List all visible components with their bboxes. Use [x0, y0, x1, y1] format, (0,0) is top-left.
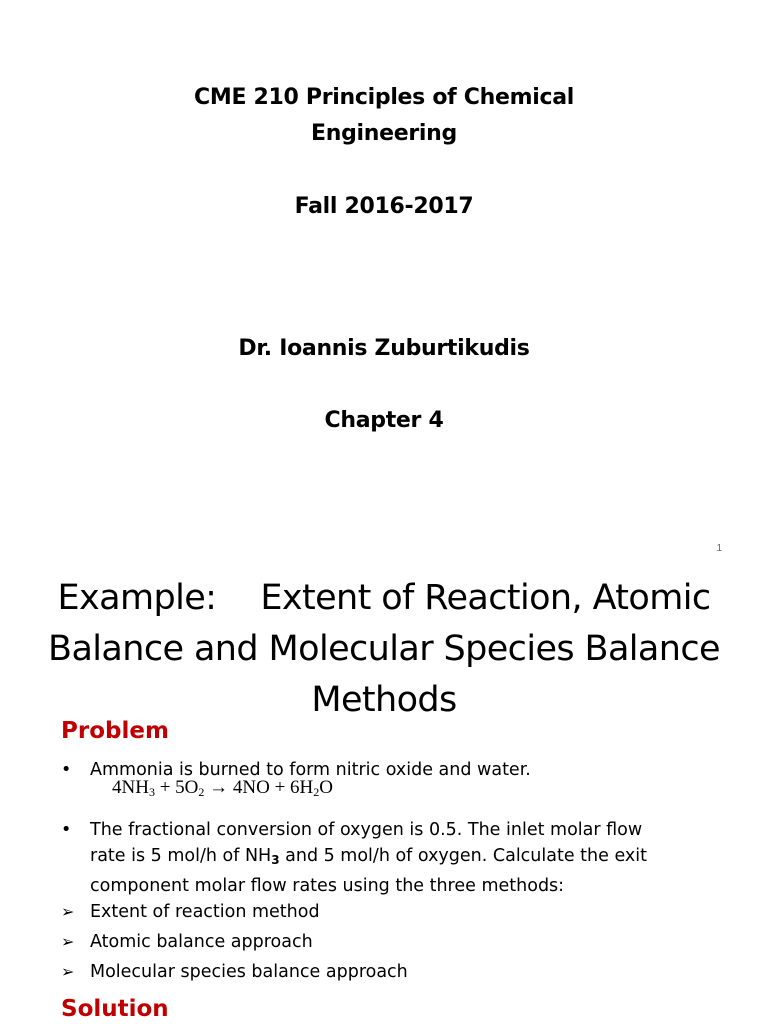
slide-title [0, 573, 768, 726]
reaction-equation: $4NH_3 + 5O_2 \to 4NO + 6H_2O$ [112, 777, 334, 799]
bullet-dot-icon: • [61, 760, 72, 780]
course-title-line1: CME 210 Principles of Chemical [194, 85, 574, 110]
example-slide [0, 570, 768, 1024]
title-topic: Extent of Reaction, Atomic [260, 578, 711, 618]
method-label: Molecular species balance approach [90, 962, 408, 982]
title-example-label: Example: [57, 578, 217, 618]
method-label: Atomic balance approach [90, 932, 313, 952]
method-label: Extent of reaction method [90, 902, 320, 922]
arrow-bullet-icon: ➢ [61, 902, 75, 921]
bullet-dot-icon: • [61, 820, 72, 840]
instructor-name: Dr. Ioannis Zuburtikudis [238, 336, 530, 361]
page-number: 1 [716, 543, 722, 554]
problem-heading: Problem [61, 718, 169, 744]
term-label: Fall 2016-2017 [294, 194, 474, 219]
solution-heading: Solution [61, 996, 169, 1022]
slide-title-line2: Balance and Molecular Species Balance [48, 629, 720, 669]
course-title-line2: Engineering [311, 121, 457, 146]
bullet-ammonia-text: Ammonia is burned to form nitric oxide and water. [90, 760, 531, 780]
bullet-conversion-text: The fractional conversion of oxygen is 0.5. The inlet molar flow rate is 5 mol/h of $NH_3$ and 5 mol/h of oxygen. Calculate the exit component molar flow rates using the three methods: [90, 820, 647, 896]
slide-title-line1 [0, 573, 768, 624]
slide-title-line3: Methods [311, 680, 457, 720]
reaction-arrow-icon: → [204, 777, 233, 798]
arrow-bullet-icon: ➢ [61, 962, 75, 981]
chapter-label: Chapter 4 [324, 408, 444, 433]
arrow-bullet-icon: ➢ [61, 932, 75, 951]
